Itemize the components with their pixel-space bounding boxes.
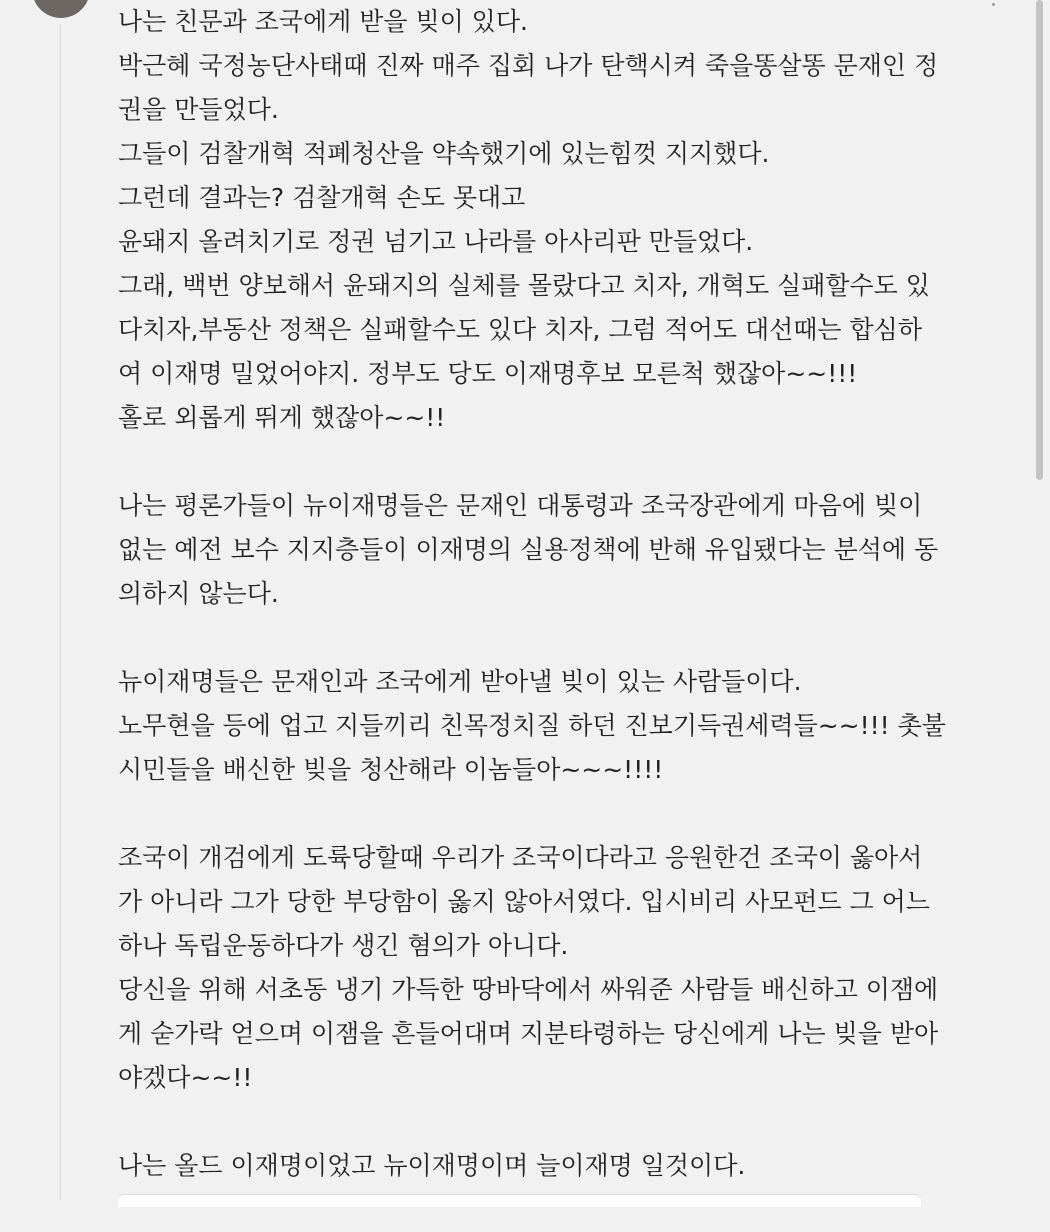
comment-line: 그런데 결과는? 검찰개혁 손도 못대고: [118, 183, 526, 212]
comment-line: 뉴이재명들은 문재인과 조국에게 받아낼 빚이 있는 사람들이다.: [118, 667, 802, 696]
comment-line: 권을 만들었다.: [118, 95, 279, 124]
comment-line: 의하지 않는다.: [118, 579, 279, 608]
comment-line: 야겠다~~!!: [118, 1063, 253, 1092]
comment-line: 나는 친문과 조국에게 받을 빚이 있다.: [118, 7, 528, 36]
comment-line: 다치자,부동산 정책은 실패할수도 있다 치자, 그럼 적어도 대선때는 합심하: [118, 315, 922, 344]
comment-line: 조국이 개검에게 도륙당할때 우리가 조국이다라고 응원한건 조국이 옳아서: [118, 843, 923, 872]
scrollbar-thumb[interactable]: [1036, 0, 1043, 480]
comment-line: 시민들을 배신한 빚을 청산해라 이놈들아~~~!!!!: [118, 755, 664, 784]
comment-line: 없는 예전 보수 지지층들이 이재명의 실용정책에 반해 유입됐다는 분석에 동: [118, 535, 939, 564]
comment-line: 여 이재명 밀었어야지. 정부도 당도 이재명후보 모른척 했잖아~~!!!: [118, 359, 858, 388]
comment-line: 가 아니라 그가 당한 부당함이 옳지 않아서였다. 입시비리 사모펀드 그 어느: [118, 887, 930, 916]
comment-paragraph: [118, 836, 998, 1100]
comment-paragraph: [118, 0, 998, 440]
thread-line: [60, 24, 61, 1200]
comment-paragraph: [118, 484, 998, 616]
comment-line: 그래, 백번 양보해서 윤돼지의 실체를 몰랐다고 치자, 개혁도 실패할수도 있: [118, 271, 930, 300]
comment-line: 그들이 검찰개혁 적폐청산을 약속했기에 있는힘껏 지지했다.: [118, 139, 770, 168]
comment-paragraph: [118, 660, 998, 792]
comment-paragraph: [118, 1144, 998, 1188]
comment-line: 홀로 외롭게 뛰게 했잖아~~!!: [118, 403, 446, 432]
comment-line: 게 숟가락 얻으며 이잼을 흔들어대며 지분타령하는 당신에게 나는 빚을 받아: [118, 1019, 939, 1048]
comment-avatar[interactable]: [32, 0, 90, 18]
comment-line: 나는 평론가들이 뉴이재명들은 문재인 대통령과 조국장관에게 마음에 빚이: [118, 491, 923, 520]
comment-body: [118, 0, 998, 1232]
reply-input-edge[interactable]: [118, 1194, 921, 1207]
comment-line: 박근혜 국정농단사태때 진짜 매주 집회 나가 탄핵시켜 죽을똥살똥 문재인 정: [118, 51, 939, 80]
comment-line: 당신을 위해 서초동 냉기 가득한 땅바닥에서 싸워준 사람들 배신하고 이잼에: [118, 975, 939, 1004]
comment-line: 나는 올드 이재명이었고 뉴이재명이며 늘이재명 일것이다.: [118, 1151, 746, 1180]
comment-line: 노무현을 등에 업고 지들끼리 친목정치질 하던 진보기득권세력들~~!!! 촛불: [118, 711, 946, 740]
comment-line: 윤돼지 올려치기로 정권 넘기고 나라를 아사리판 만들었다.: [118, 227, 754, 256]
comment-line: 하나 독립운동하다가 생긴 혐의가 아니다.: [118, 931, 569, 960]
